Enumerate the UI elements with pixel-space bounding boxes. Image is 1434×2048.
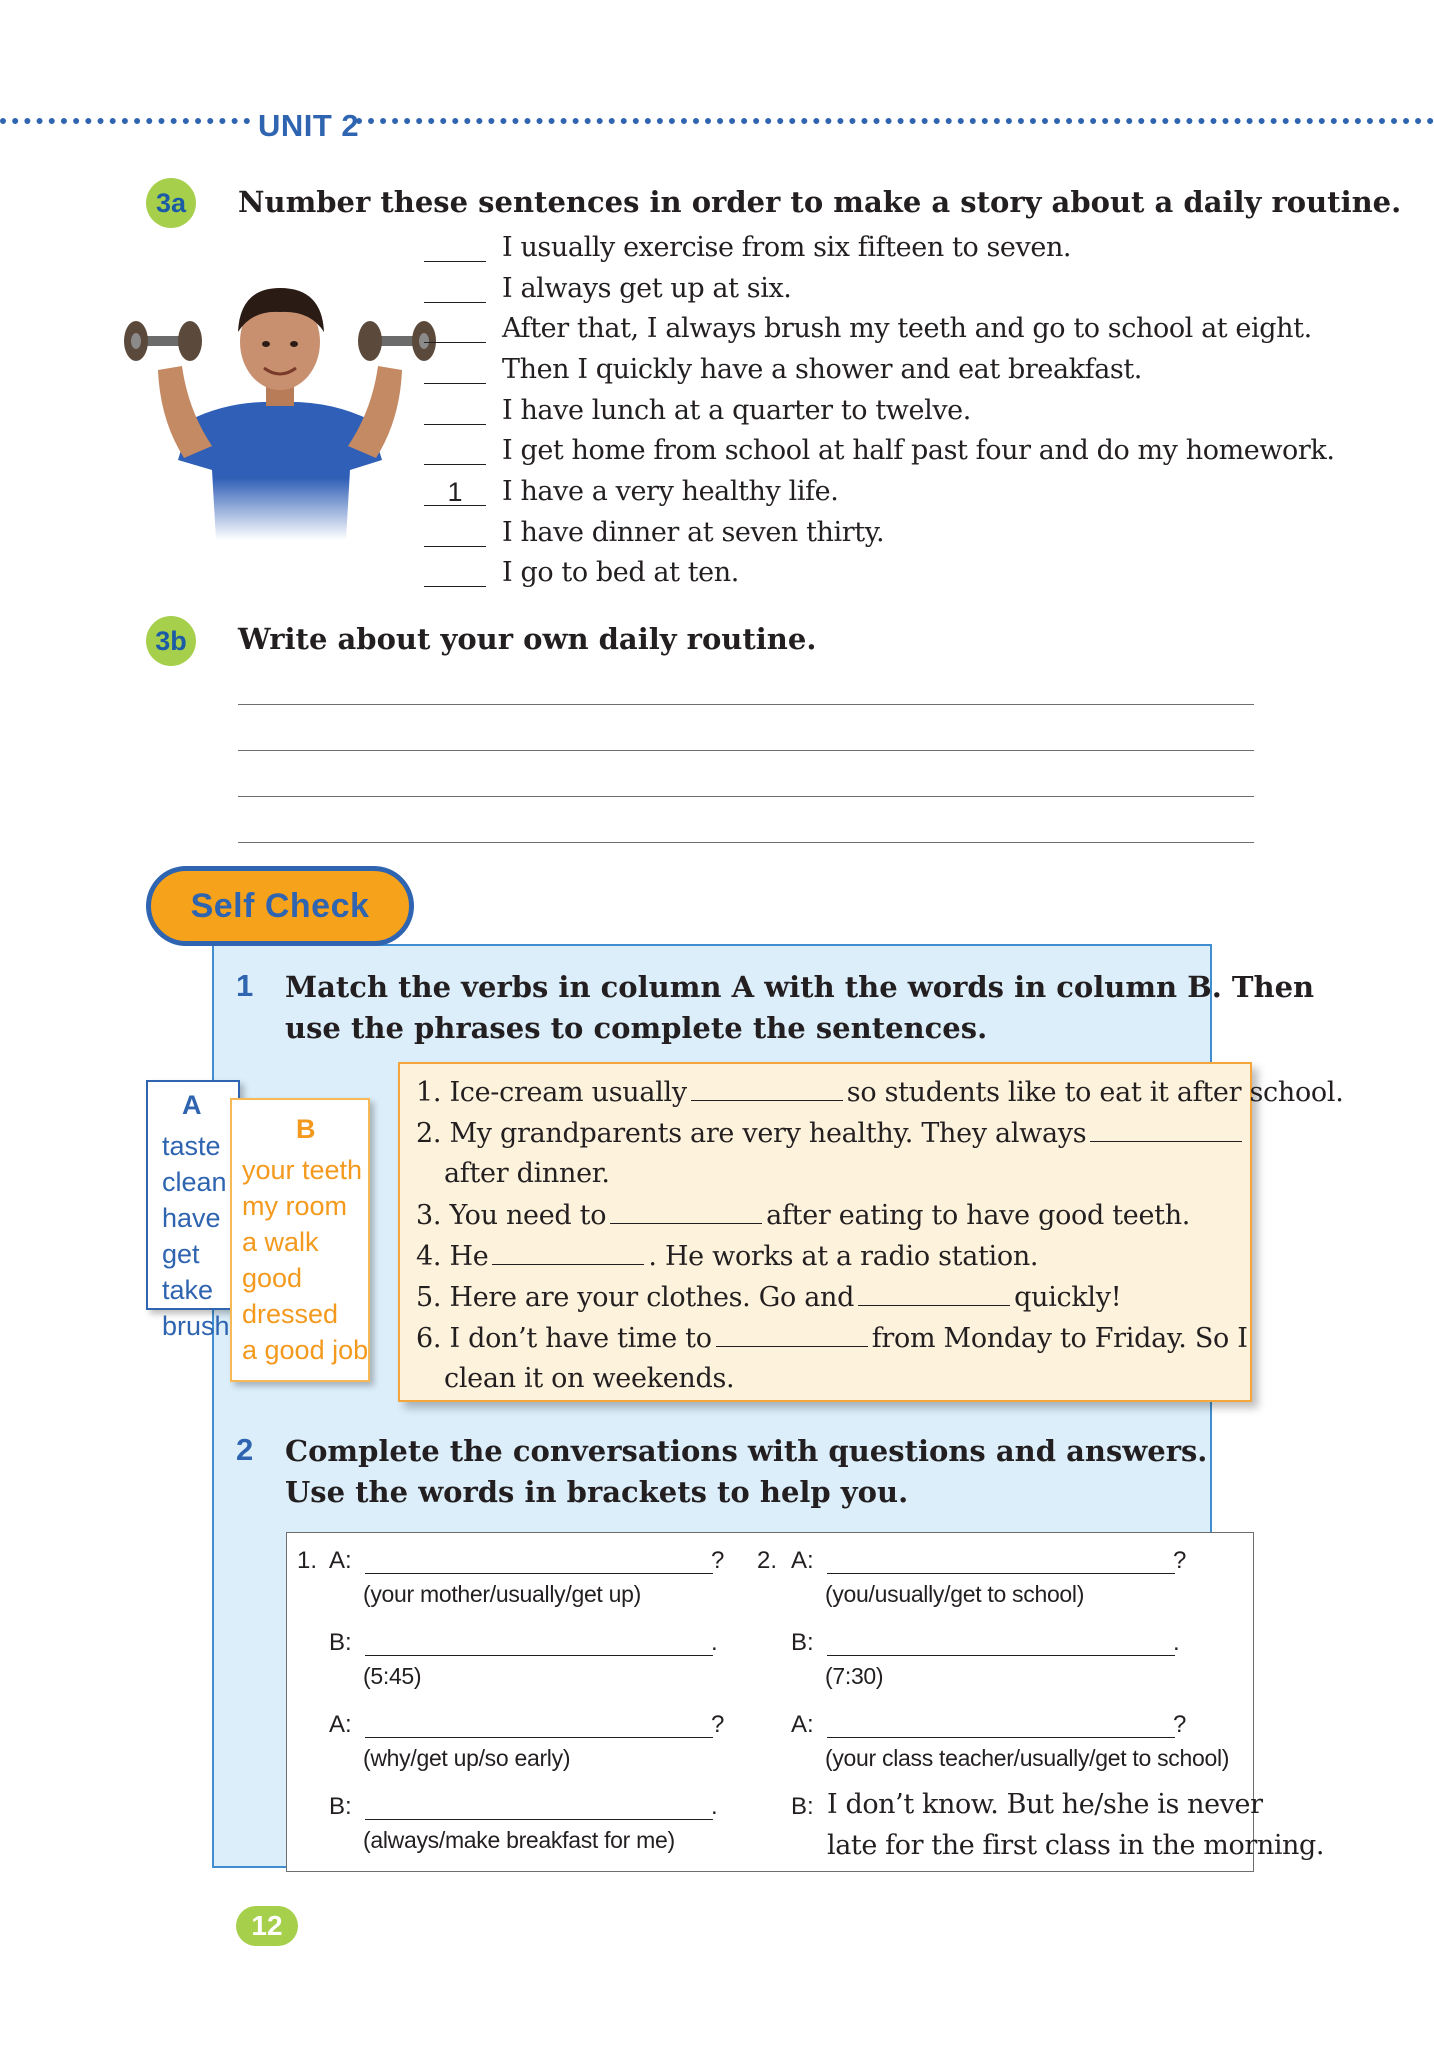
speaker-label: B: bbox=[329, 1629, 352, 1656]
sentence-text: I have dinner at seven thirty. bbox=[502, 516, 885, 548]
column-a-header: A bbox=[182, 1090, 202, 1120]
list-item bbox=[424, 553, 1335, 594]
self-check-title: Self Check bbox=[146, 866, 414, 946]
writing-line[interactable] bbox=[238, 842, 1254, 843]
answer-line[interactable] bbox=[365, 1655, 713, 1656]
speaker-label: A: bbox=[329, 1547, 352, 1574]
order-number-blank[interactable] bbox=[424, 436, 486, 465]
list-item bbox=[424, 268, 1335, 309]
sentence-part: quickly! bbox=[1014, 1282, 1122, 1313]
answer-blank[interactable] bbox=[691, 1076, 843, 1101]
page-number: 12 bbox=[236, 1906, 298, 1946]
verb-item: taste bbox=[162, 1131, 221, 1161]
completion-sentence-5 bbox=[416, 1281, 1121, 1313]
conversation-1-number: 1. bbox=[297, 1547, 318, 1574]
sentence-text: I have a very healthy life. bbox=[502, 475, 839, 507]
sentence-part: 5. Here are your clothes. Go and bbox=[416, 1282, 855, 1313]
order-number-blank[interactable] bbox=[424, 558, 486, 587]
completion-sentence-3 bbox=[416, 1199, 1190, 1231]
answer-line[interactable] bbox=[827, 1655, 1175, 1656]
phrase-item: your teeth bbox=[242, 1155, 363, 1185]
speaker-label: A: bbox=[329, 1711, 352, 1738]
line-end-mark: . bbox=[711, 1629, 718, 1656]
sentence-part: 2. My grandparents are very healthy. They always bbox=[416, 1118, 1087, 1149]
order-number-blank[interactable] bbox=[424, 355, 486, 384]
phrase-item: dressed bbox=[242, 1299, 339, 1329]
answer-line[interactable] bbox=[827, 1573, 1175, 1574]
exercise-3a-instruction: Number these sentences in order to make a story about a daily routine. bbox=[238, 185, 1402, 219]
given-answer-line1: I don’t know. But he/she is never bbox=[827, 1789, 1263, 1820]
answer-line[interactable] bbox=[365, 1573, 713, 1574]
line-end-mark: ? bbox=[1173, 1711, 1187, 1738]
exercise-badge-3b: 3b bbox=[146, 616, 196, 666]
ordering-sentence-list bbox=[424, 227, 1335, 593]
bracket-hint: (your class teacher/usually/get to school) bbox=[825, 1745, 1230, 1771]
dumbbell-left-icon bbox=[124, 321, 202, 361]
speaker-label: B: bbox=[329, 1793, 352, 1820]
exercise-2-instruction-line1: Complete the conversations with questions and answers. bbox=[285, 1434, 1208, 1468]
verb-item: take bbox=[162, 1275, 214, 1305]
order-number-blank[interactable] bbox=[424, 518, 486, 547]
answer-line[interactable] bbox=[365, 1819, 713, 1820]
verb-item: have bbox=[162, 1203, 221, 1233]
exercise-number-1: 1 bbox=[236, 968, 254, 1003]
bracket-hint: (5:45) bbox=[363, 1663, 422, 1689]
speaker-label: A: bbox=[791, 1547, 814, 1574]
writing-line[interactable] bbox=[238, 796, 1254, 797]
exercise-1-instruction-line2: use the phrases to complete the sentences. bbox=[285, 1011, 988, 1045]
list-item bbox=[424, 308, 1335, 349]
order-number-blank[interactable] bbox=[424, 233, 486, 262]
phrase-item: good bbox=[242, 1263, 303, 1293]
completion-sentence-4 bbox=[416, 1240, 1038, 1272]
sentence-part: from Monday to Friday. So I bbox=[871, 1323, 1248, 1354]
boy-with-dumbbells-illustration bbox=[120, 270, 440, 540]
writing-line[interactable] bbox=[238, 704, 1254, 705]
order-number-blank[interactable] bbox=[424, 396, 486, 425]
exercise-number-2: 2 bbox=[236, 1432, 254, 1467]
bracket-hint: (7:30) bbox=[825, 1663, 884, 1689]
sentence-text: I always get up at six. bbox=[502, 272, 792, 304]
speaker-label: A: bbox=[791, 1711, 814, 1738]
column-b-card bbox=[230, 1098, 370, 1382]
conversation-box bbox=[286, 1532, 1325, 1872]
unit-title: UNIT 2 bbox=[258, 108, 360, 143]
verb-item: clean bbox=[162, 1167, 227, 1197]
answer-line[interactable] bbox=[827, 1737, 1175, 1738]
writing-line[interactable] bbox=[238, 750, 1254, 751]
sentence-part: 6. I don’t have time to bbox=[416, 1323, 712, 1354]
list-item bbox=[424, 471, 1335, 512]
bracket-hint: (always/make breakfast for me) bbox=[363, 1827, 675, 1853]
exercise-3b-instruction: Write about your own daily routine. bbox=[238, 622, 817, 656]
sentence-part: 4. He bbox=[416, 1241, 489, 1272]
sentence-text: I go to bed at ten. bbox=[502, 557, 739, 589]
phrase-item: a good job bbox=[242, 1335, 369, 1365]
exercise-badge-3a: 3a bbox=[146, 178, 196, 228]
completion-sentence-2 bbox=[416, 1117, 1246, 1149]
exercise-2-instruction-line2: Use the words in brackets to help you. bbox=[285, 1475, 909, 1509]
order-number-blank[interactable] bbox=[424, 274, 486, 303]
column-a-card bbox=[146, 1080, 240, 1341]
answer-blank[interactable] bbox=[858, 1281, 1010, 1306]
header-dots-right bbox=[356, 118, 1434, 146]
given-answer-line2: late for the first class in the morning. bbox=[827, 1830, 1325, 1861]
completion-sentence-2-cont: after dinner. bbox=[444, 1158, 610, 1189]
verb-item: get bbox=[162, 1239, 200, 1269]
list-item bbox=[424, 430, 1335, 471]
order-number-blank[interactable] bbox=[424, 314, 486, 343]
list-item bbox=[424, 512, 1335, 553]
line-end-mark: . bbox=[711, 1793, 718, 1820]
phrase-item: my room bbox=[242, 1191, 348, 1221]
verb-item: brush bbox=[162, 1311, 230, 1341]
sentence-text: Then I quickly have a shower and eat breakfast. bbox=[502, 353, 1142, 385]
completion-sentence-1 bbox=[416, 1076, 1343, 1108]
speaker-label: B: bbox=[791, 1793, 814, 1820]
completion-sentence-6-cont: clean it on weekends. bbox=[444, 1363, 735, 1394]
sentence-part: 3. You need to bbox=[416, 1200, 607, 1231]
sentence-text: I have lunch at a quarter to twelve. bbox=[502, 394, 971, 426]
sentence-part: 1. Ice-cream usually bbox=[416, 1077, 687, 1108]
sentence-completion-box bbox=[398, 1062, 1344, 1402]
header-dots-left bbox=[0, 118, 250, 146]
sentence-part: so students like to eat it after school. bbox=[846, 1077, 1344, 1108]
line-end-mark: ? bbox=[711, 1547, 725, 1574]
completion-sentence-6 bbox=[416, 1322, 1248, 1354]
sentence-part: . He works at a radio station. bbox=[648, 1241, 1039, 1272]
sentence-text: I get home from school at half past four and do my homework. bbox=[502, 435, 1335, 467]
column-b-header: B bbox=[296, 1114, 316, 1144]
bracket-hint: (you/usually/get to school) bbox=[825, 1581, 1085, 1607]
list-item bbox=[424, 349, 1335, 390]
exercise-1-instruction-line1: Match the verbs in column A with the words in column B. Then bbox=[285, 970, 1315, 1004]
line-end-mark: ? bbox=[711, 1711, 725, 1738]
line-end-mark: ? bbox=[1173, 1547, 1187, 1574]
answer-blank[interactable] bbox=[716, 1322, 868, 1347]
sentence-text: After that, I always brush my teeth and go to school at eight. bbox=[502, 313, 1312, 345]
sentence-text: I usually exercise from six fifteen to seven. bbox=[502, 231, 1072, 263]
order-number-blank[interactable]: 1 bbox=[424, 477, 486, 506]
phrase-item: a walk bbox=[242, 1227, 319, 1257]
line-end-mark: . bbox=[1173, 1629, 1180, 1656]
sentence-part: after eating to have good teeth. bbox=[766, 1200, 1191, 1231]
list-item bbox=[424, 227, 1335, 268]
answer-blank[interactable] bbox=[492, 1240, 644, 1265]
list-item bbox=[424, 390, 1335, 431]
answer-blank[interactable] bbox=[610, 1199, 762, 1224]
conversation-2-number: 2. bbox=[757, 1547, 778, 1574]
answer-line[interactable] bbox=[365, 1737, 713, 1738]
answer-blank[interactable] bbox=[1090, 1117, 1242, 1142]
speaker-label: B: bbox=[791, 1629, 814, 1656]
bracket-hint: (why/get up/so early) bbox=[363, 1745, 571, 1771]
bracket-hint: (your mother/usually/get up) bbox=[363, 1581, 641, 1607]
